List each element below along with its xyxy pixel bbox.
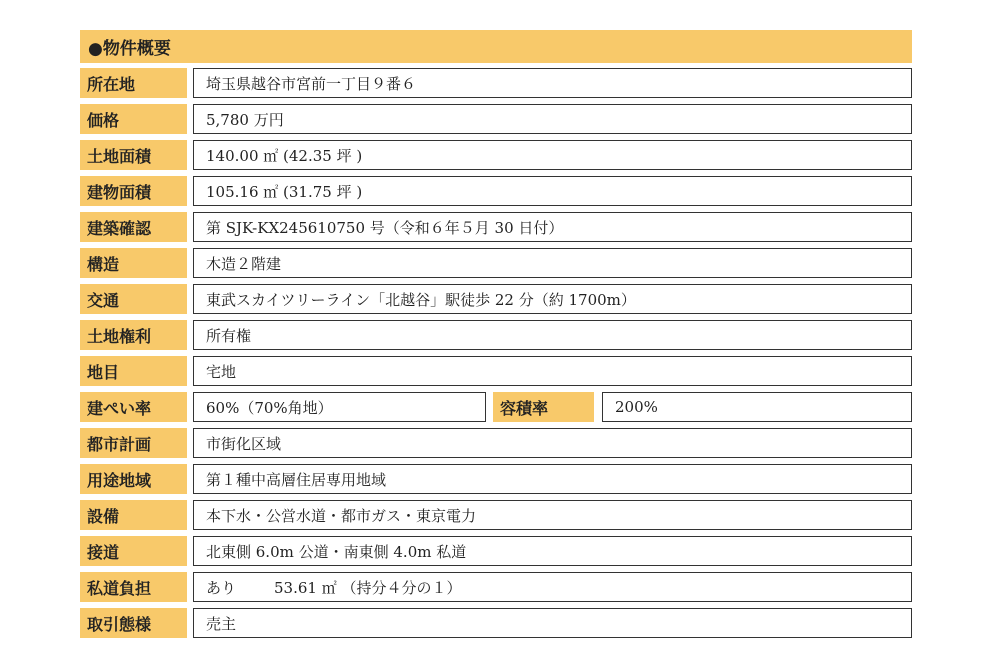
label-private-road: 私道負担 — [80, 572, 187, 602]
row-land-area — [80, 140, 912, 170]
row-location — [80, 68, 912, 98]
row-zoning — [80, 464, 912, 494]
private-road-area: 53.61 ㎡ （持分４分の１） — [274, 578, 462, 597]
private-road-status: あり — [206, 578, 237, 597]
label-land-area: 土地面積 — [80, 140, 187, 170]
label-land-category: 地目 — [80, 356, 187, 386]
label-confirmation: 建築確認 — [80, 212, 187, 242]
row-confirmation — [80, 212, 912, 242]
value-zoning: 第１種中高層住居専用地域 — [193, 464, 912, 494]
row-price — [80, 104, 912, 134]
value-location: 埼玉県越谷市宮前一丁目９番６ — [193, 68, 912, 98]
value-coverage: 60%（70%角地） — [193, 392, 486, 422]
row-building-area — [80, 176, 912, 206]
value-road-access: 北東側 6.0m 公道・南東側 4.0m 私道 — [193, 536, 912, 566]
row-land-category — [80, 356, 912, 386]
row-road-access — [80, 536, 912, 566]
row-facilities — [80, 500, 912, 530]
row-private-road — [80, 572, 912, 602]
value-building-area: 105.16 ㎡ (31.75 坪 ) — [193, 176, 912, 206]
label-floor-area-ratio: 容積率 — [493, 392, 594, 422]
value-transaction: 売主 — [193, 608, 912, 638]
label-building-area: 建物面積 — [80, 176, 187, 206]
label-city-planning: 都市計画 — [80, 428, 187, 458]
value-city-planning: 市街化区域 — [193, 428, 912, 458]
label-facilities: 設備 — [80, 500, 187, 530]
row-structure — [80, 248, 912, 278]
label-road-access: 接道 — [80, 536, 187, 566]
value-price: 5,780 万円 — [193, 104, 912, 134]
label-land-rights: 土地権利 — [80, 320, 187, 350]
value-floor-area-ratio: 200% — [602, 392, 912, 422]
label-transaction: 取引態様 — [80, 608, 187, 638]
value-land-rights: 所有権 — [193, 320, 912, 350]
label-location: 所在地 — [80, 68, 187, 98]
value-land-category: 宅地 — [193, 356, 912, 386]
section-title: ●物件概要 — [80, 30, 912, 63]
value-land-area: 140.00 ㎡ (42.35 坪 ) — [193, 140, 912, 170]
label-transport: 交通 — [80, 284, 187, 314]
value-facilities: 本下水・公営水道・都市ガス・東京電力 — [193, 500, 912, 530]
label-coverage: 建ぺい率 — [80, 392, 187, 422]
label-zoning: 用途地域 — [80, 464, 187, 494]
row-coverage — [80, 392, 912, 422]
label-price: 価格 — [80, 104, 187, 134]
row-city-planning — [80, 428, 912, 458]
value-structure: 木造２階建 — [193, 248, 912, 278]
row-transport — [80, 284, 912, 314]
value-private-road — [193, 572, 912, 602]
row-transaction — [80, 608, 912, 638]
label-structure: 構造 — [80, 248, 187, 278]
value-confirmation: 第 SJK-KX245610750 号（令和６年５月 30 日付） — [193, 212, 912, 242]
row-land-rights — [80, 320, 912, 350]
value-transport: 東武スカイツリーライン「北越谷」駅徒歩 22 分（約 1700m） — [193, 284, 912, 314]
